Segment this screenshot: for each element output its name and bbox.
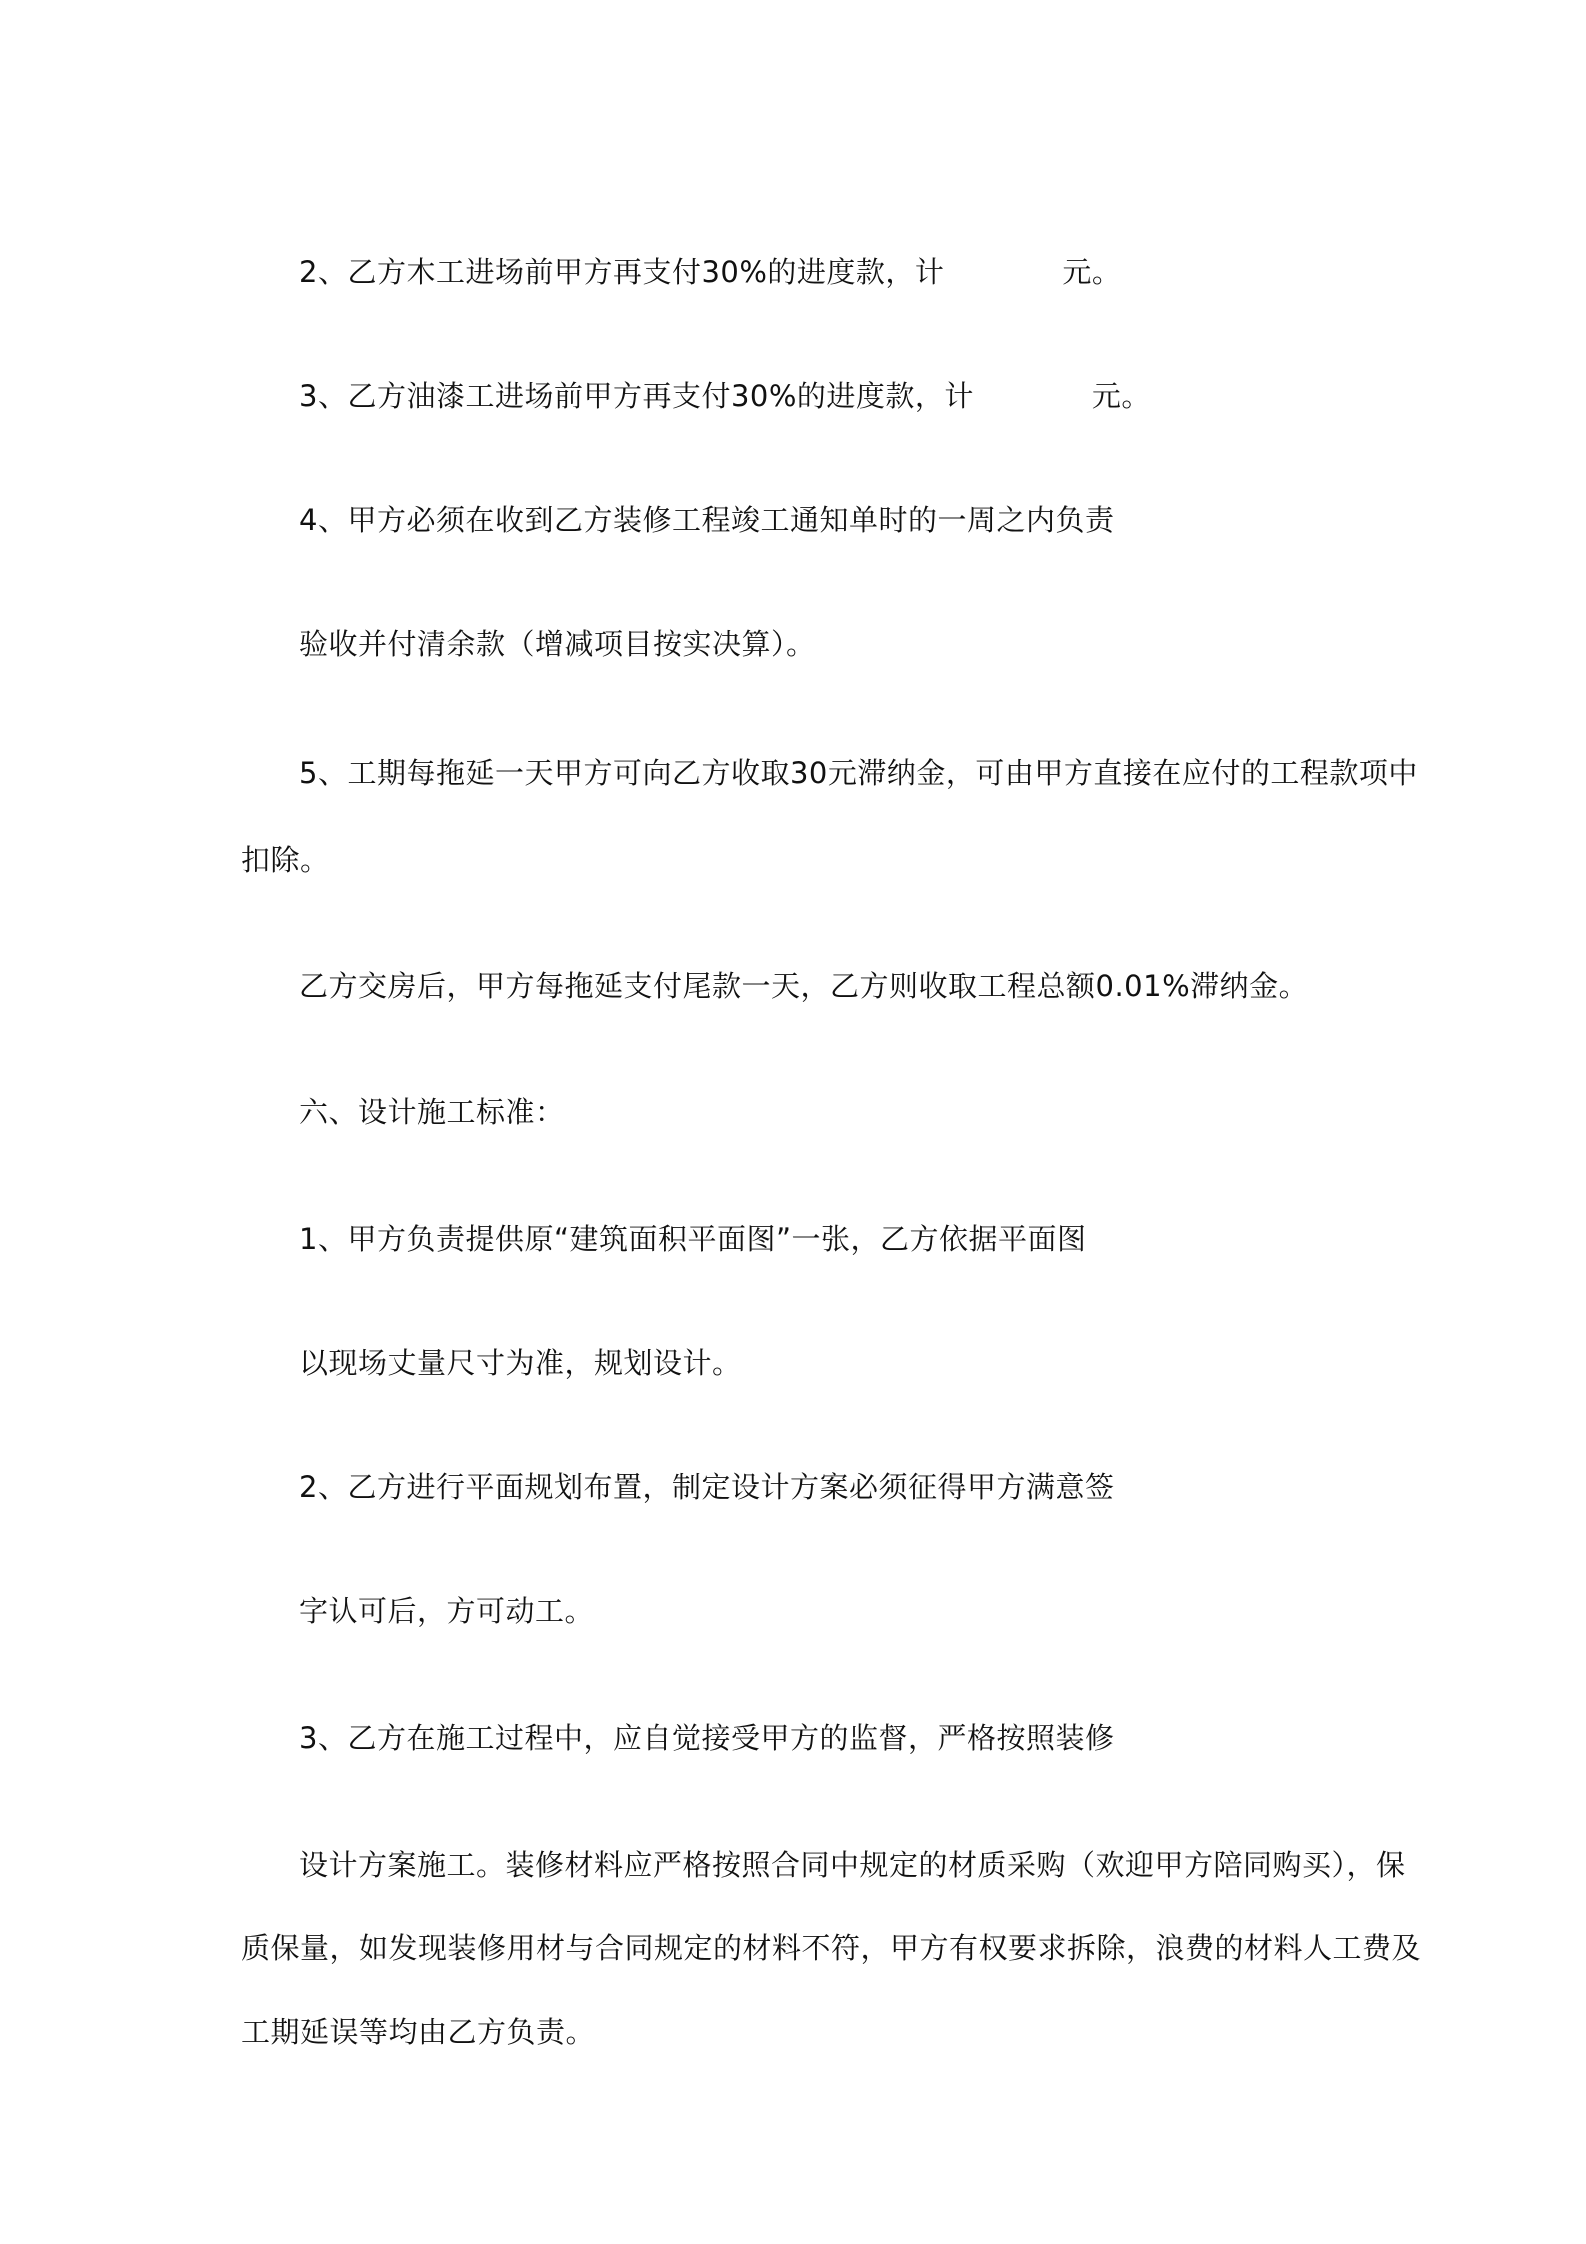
clause-line-supervision-cont-3: 工期延误等均由乙方负责。 bbox=[241, 2015, 596, 2049]
clause-line-supervision-cont-2: 质保量，如发现装修用材与合同规定的材料不符，甲方有权要求拆除，浪费的材料人工费及 bbox=[241, 1931, 1422, 1965]
clause-line-painting-payment: 3、乙方油漆工进场前甲方再支付30%的进度款，计 元。 bbox=[299, 379, 1151, 413]
clause-line-floor-plan-cont: 以现场丈量尺寸为准，规划设计。 bbox=[299, 1346, 742, 1380]
clause-line-supervision-cont-1: 设计方案施工。装修材料应严格按照合同中规定的材质采购（欢迎甲方陪同购买），保 bbox=[299, 1848, 1406, 1882]
clause-line-late-payment: 乙方交房后，甲方每拖延支付尾款一天，乙方则收取工程总额0.01%滞纳金。 bbox=[299, 969, 1309, 1003]
clause-line-acceptance: 4、甲方必须在收到乙方装修工程竣工通知单时的一周之内负责 bbox=[299, 503, 1115, 537]
section-heading-design-standard: 六、设计施工标准： bbox=[299, 1095, 565, 1129]
clause-line-design-approval: 2、乙方进行平面规划布置，制定设计方案必须征得甲方满意签 bbox=[299, 1470, 1115, 1504]
clause-line-supervision: 3、乙方在施工过程中，应自觉接受甲方的监督，严格按照装修 bbox=[299, 1721, 1115, 1755]
clause-line-woodwork-payment: 2、乙方木工进场前甲方再支付30%的进度款，计 元。 bbox=[299, 255, 1122, 289]
clause-line-delay-penalty: 5、工期每拖延一天甲方可向乙方收取30元滞纳金，可由甲方直接在应付的工程款项中 bbox=[299, 756, 1418, 790]
clause-line-floor-plan: 1、甲方负责提供原“建筑面积平面图”一张，乙方依据平面图 bbox=[299, 1222, 1087, 1256]
clause-line-design-approval-cont: 字认可后，方可动工。 bbox=[299, 1594, 595, 1628]
clause-line-acceptance-cont: 验收并付清余款（增减项目按实决算）。 bbox=[299, 627, 816, 661]
clause-line-delay-penalty-cont: 扣除。 bbox=[241, 843, 330, 877]
